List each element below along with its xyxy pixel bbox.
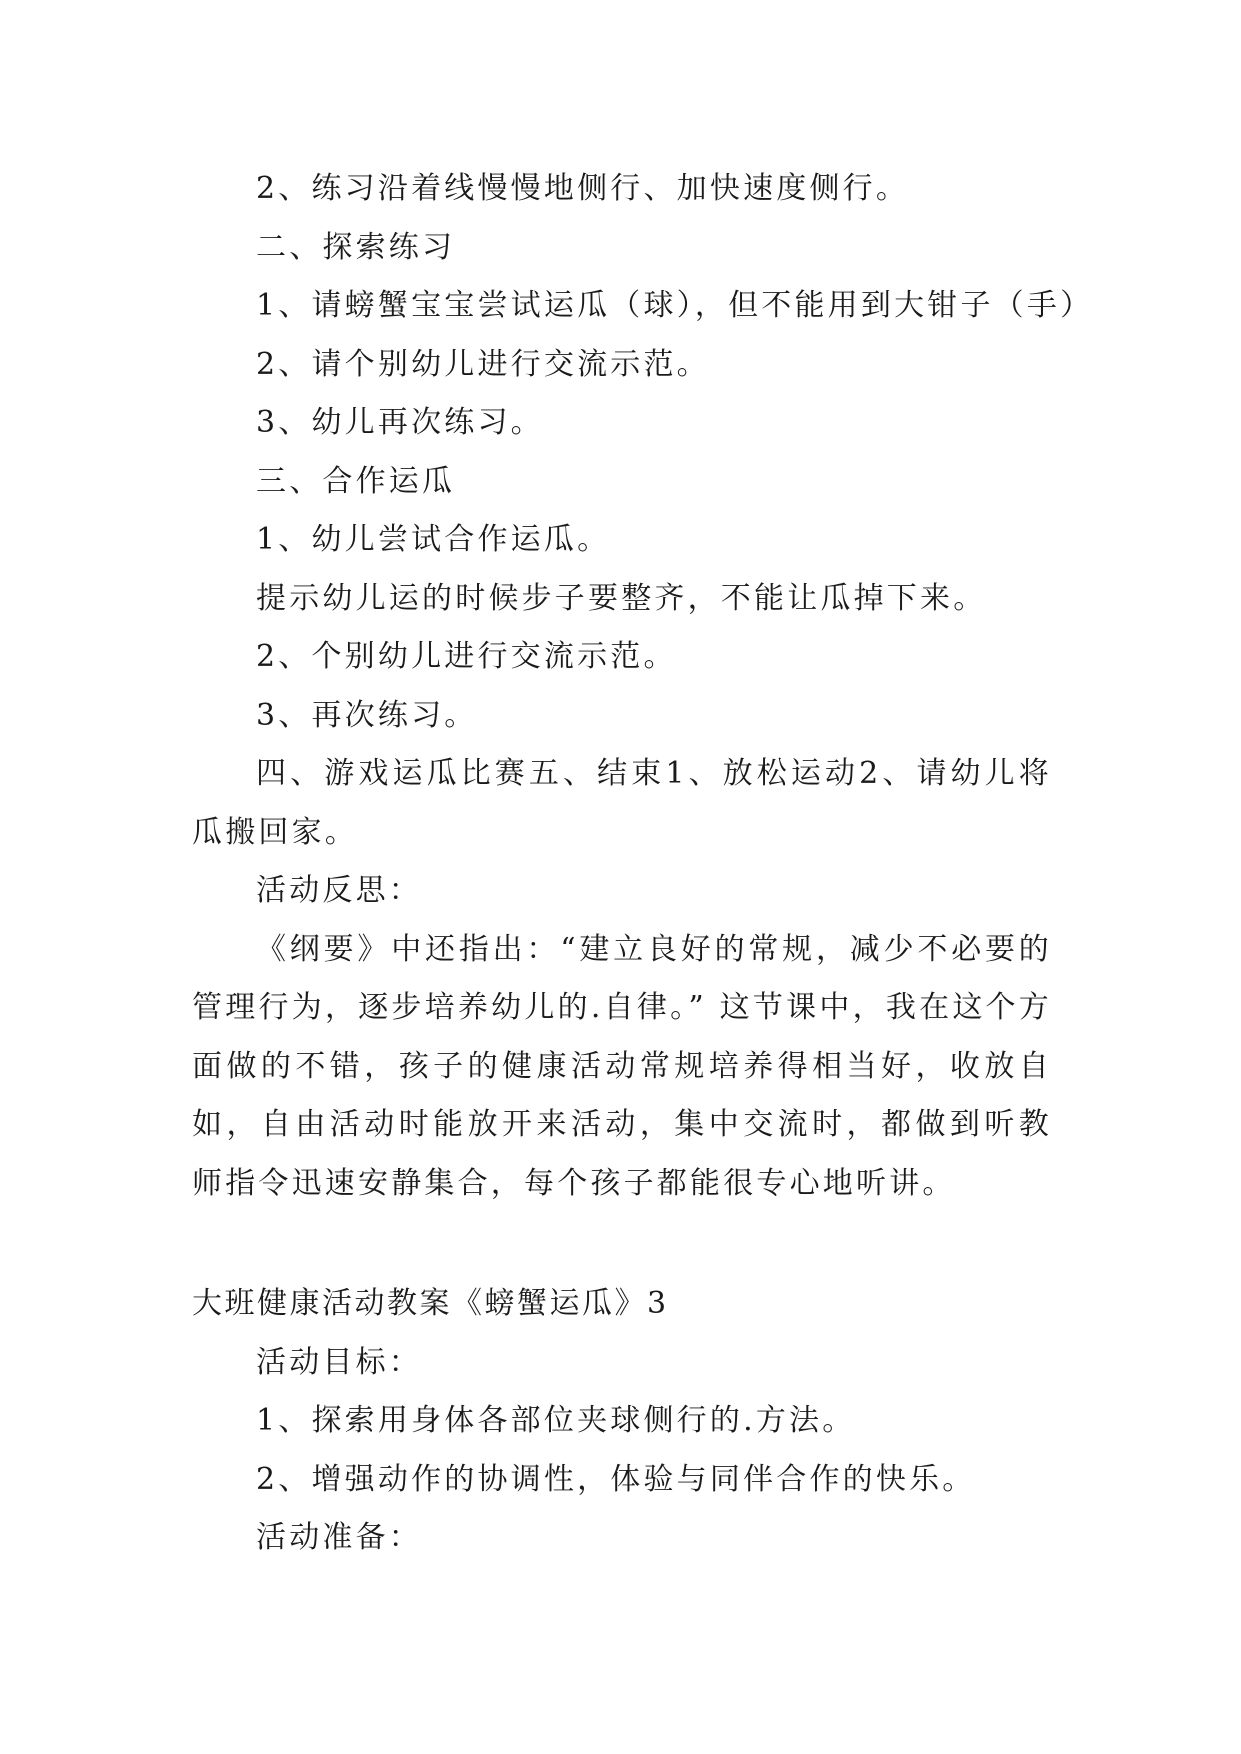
prep-heading: 活动准备： (256, 1520, 422, 1555)
goals-heading: 活动目标： (256, 1344, 422, 1380)
step-individual-demo: 2、个别幼儿进行交流示范。 (256, 639, 677, 674)
step-try-cooperate: 1、幼儿尝试合作运瓜。 (256, 522, 611, 557)
goal-item: 1、探索用身体各部位夹球侧行的.方法。 (256, 1403, 856, 1438)
step-demo: 2、请个别幼儿进行交流示范。 (256, 346, 710, 382)
step-carry-ball: 1、请螃蟹宝宝尝试运瓜（球），但不能用到大钳子（手） (256, 288, 1094, 323)
section-title: 大班健康活动教案《螃蟹运瓜》3 (192, 1286, 669, 1321)
heading-cooperate: 三、合作运瓜 (256, 463, 456, 499)
heading-explore: 二、探索练习 (256, 229, 456, 265)
tip-paragraph: 提示幼儿运的时候步子要整齐，不能让瓜掉下来。 (256, 580, 987, 616)
goal-item: 2、增强动作的协调性，体验与同伴合作的快乐。 (256, 1461, 976, 1497)
step-practice-once-more: 3、再次练习。 (256, 697, 478, 733)
game-paragraph: 四、游戏运瓜比赛五、结束1、放松运动2、请幼儿将瓜搬回家。 (192, 756, 1052, 850)
reflection-paragraph: 《纲要》中还指出：“建立良好的常规，减少不必要的管理行为，逐步培养幼儿的.自律。” 这节课中，我在这个方面做的不错，孩子的健康活动常规培养得相当好，收放自如，自由活动时能放开来活动，集中交流时，都做到听教师指令迅速安静集合，每个孩子都能很专心地听讲。 (192, 931, 1052, 1201)
reflection-heading: 活动反思： (256, 873, 422, 908)
step-practice-again: 3、幼儿再次练习。 (256, 405, 544, 440)
step-side-walk: 2、练习沿着线慢慢地侧行、加快速度侧行。 (256, 171, 910, 206)
